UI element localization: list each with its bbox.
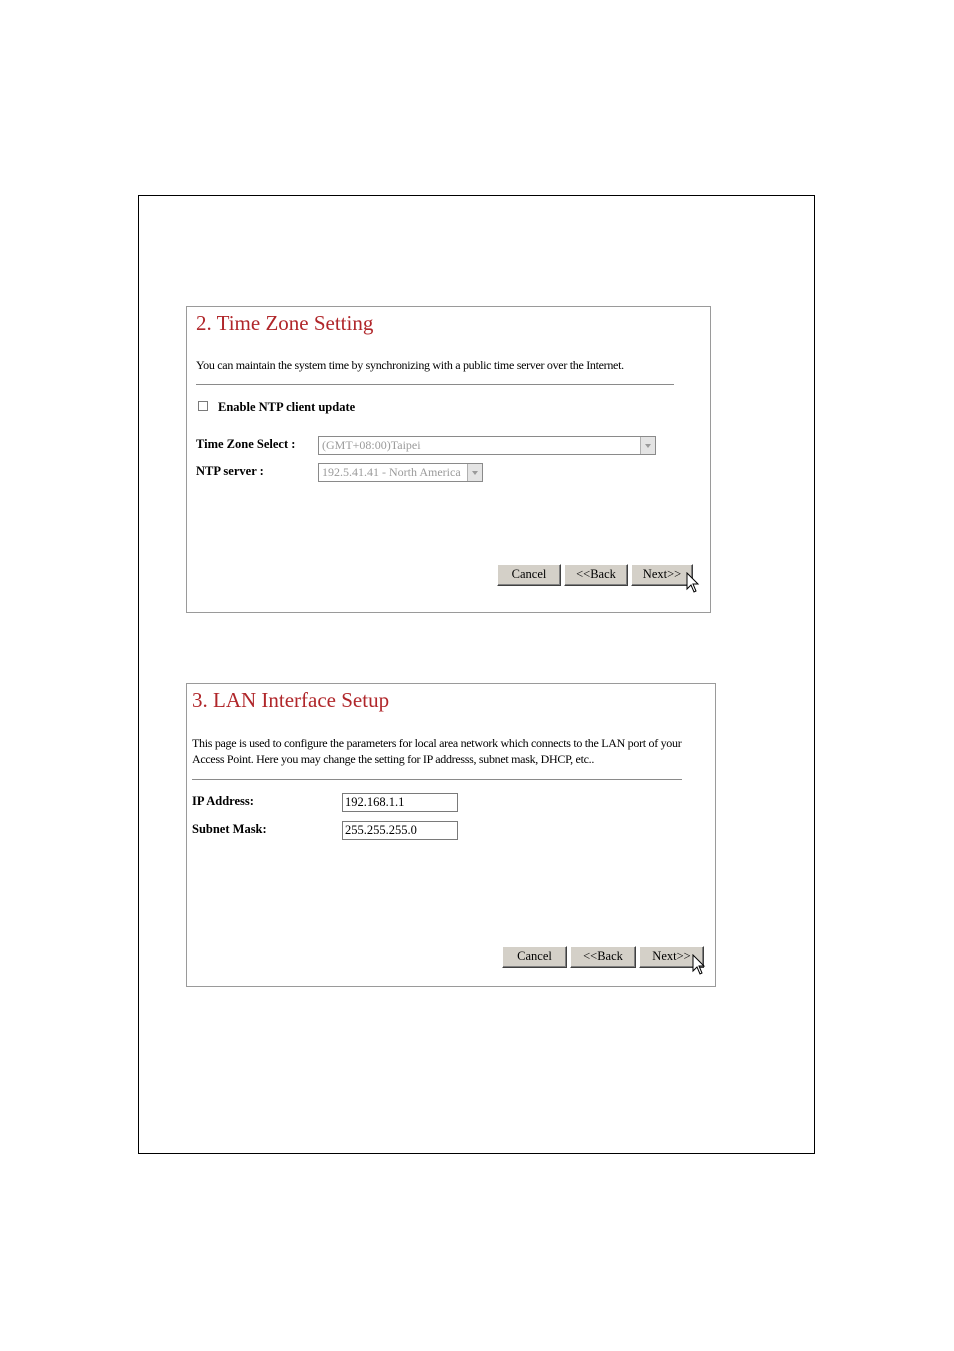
divider	[192, 779, 682, 780]
mouse-pointer-icon	[692, 954, 706, 976]
ntp-server-label: NTP server :	[196, 464, 264, 478]
subnet-mask-input[interactable]: 255.255.255.0	[342, 821, 458, 840]
lan-panel	[186, 683, 716, 987]
chevron-down-icon[interactable]	[640, 437, 655, 454]
ip-address-input[interactable]: 192.168.1.1	[342, 793, 458, 812]
lan-description: This page is used to configure the parameters for local area network which connects to the LAN port of your Access Point. Here you may change the setting for IP addresss, subnet mask, DHCP, etc..	[192, 736, 682, 766]
enable-ntp-checkbox[interactable]	[198, 401, 208, 411]
time-zone-select-value: (GMT+08:00)Taipei	[322, 438, 421, 452]
lan-title: 3. LAN Interface Setup	[192, 688, 390, 712]
time-zone-select-label: Time Zone Select :	[196, 437, 296, 451]
ip-address-label: IP Address:	[192, 794, 254, 808]
cancel-button[interactable]: Cancel	[497, 564, 561, 586]
time-zone-panel	[186, 306, 711, 613]
ntp-server-select[interactable]	[318, 463, 483, 482]
divider	[196, 384, 674, 385]
back-button[interactable]: <<Back	[564, 564, 628, 586]
cancel-button[interactable]: Cancel	[502, 946, 567, 968]
next-button[interactable]: Next>>	[631, 564, 693, 586]
next-button[interactable]: Next>>	[639, 946, 704, 968]
enable-ntp-label: Enable NTP client update	[218, 400, 356, 414]
back-button[interactable]: <<Back	[570, 946, 636, 968]
chevron-down-icon[interactable]	[467, 464, 482, 481]
time-zone-title: 2. Time Zone Setting	[196, 311, 374, 335]
mouse-pointer-icon	[686, 572, 700, 594]
time-zone-select[interactable]	[318, 436, 656, 455]
time-zone-description: You can maintain the system time by synchronizing with a public time server over the Internet.	[196, 358, 624, 372]
subnet-mask-label: Subnet Mask:	[192, 822, 267, 836]
ntp-server-select-value: 192.5.41.41 - North America	[322, 465, 461, 479]
